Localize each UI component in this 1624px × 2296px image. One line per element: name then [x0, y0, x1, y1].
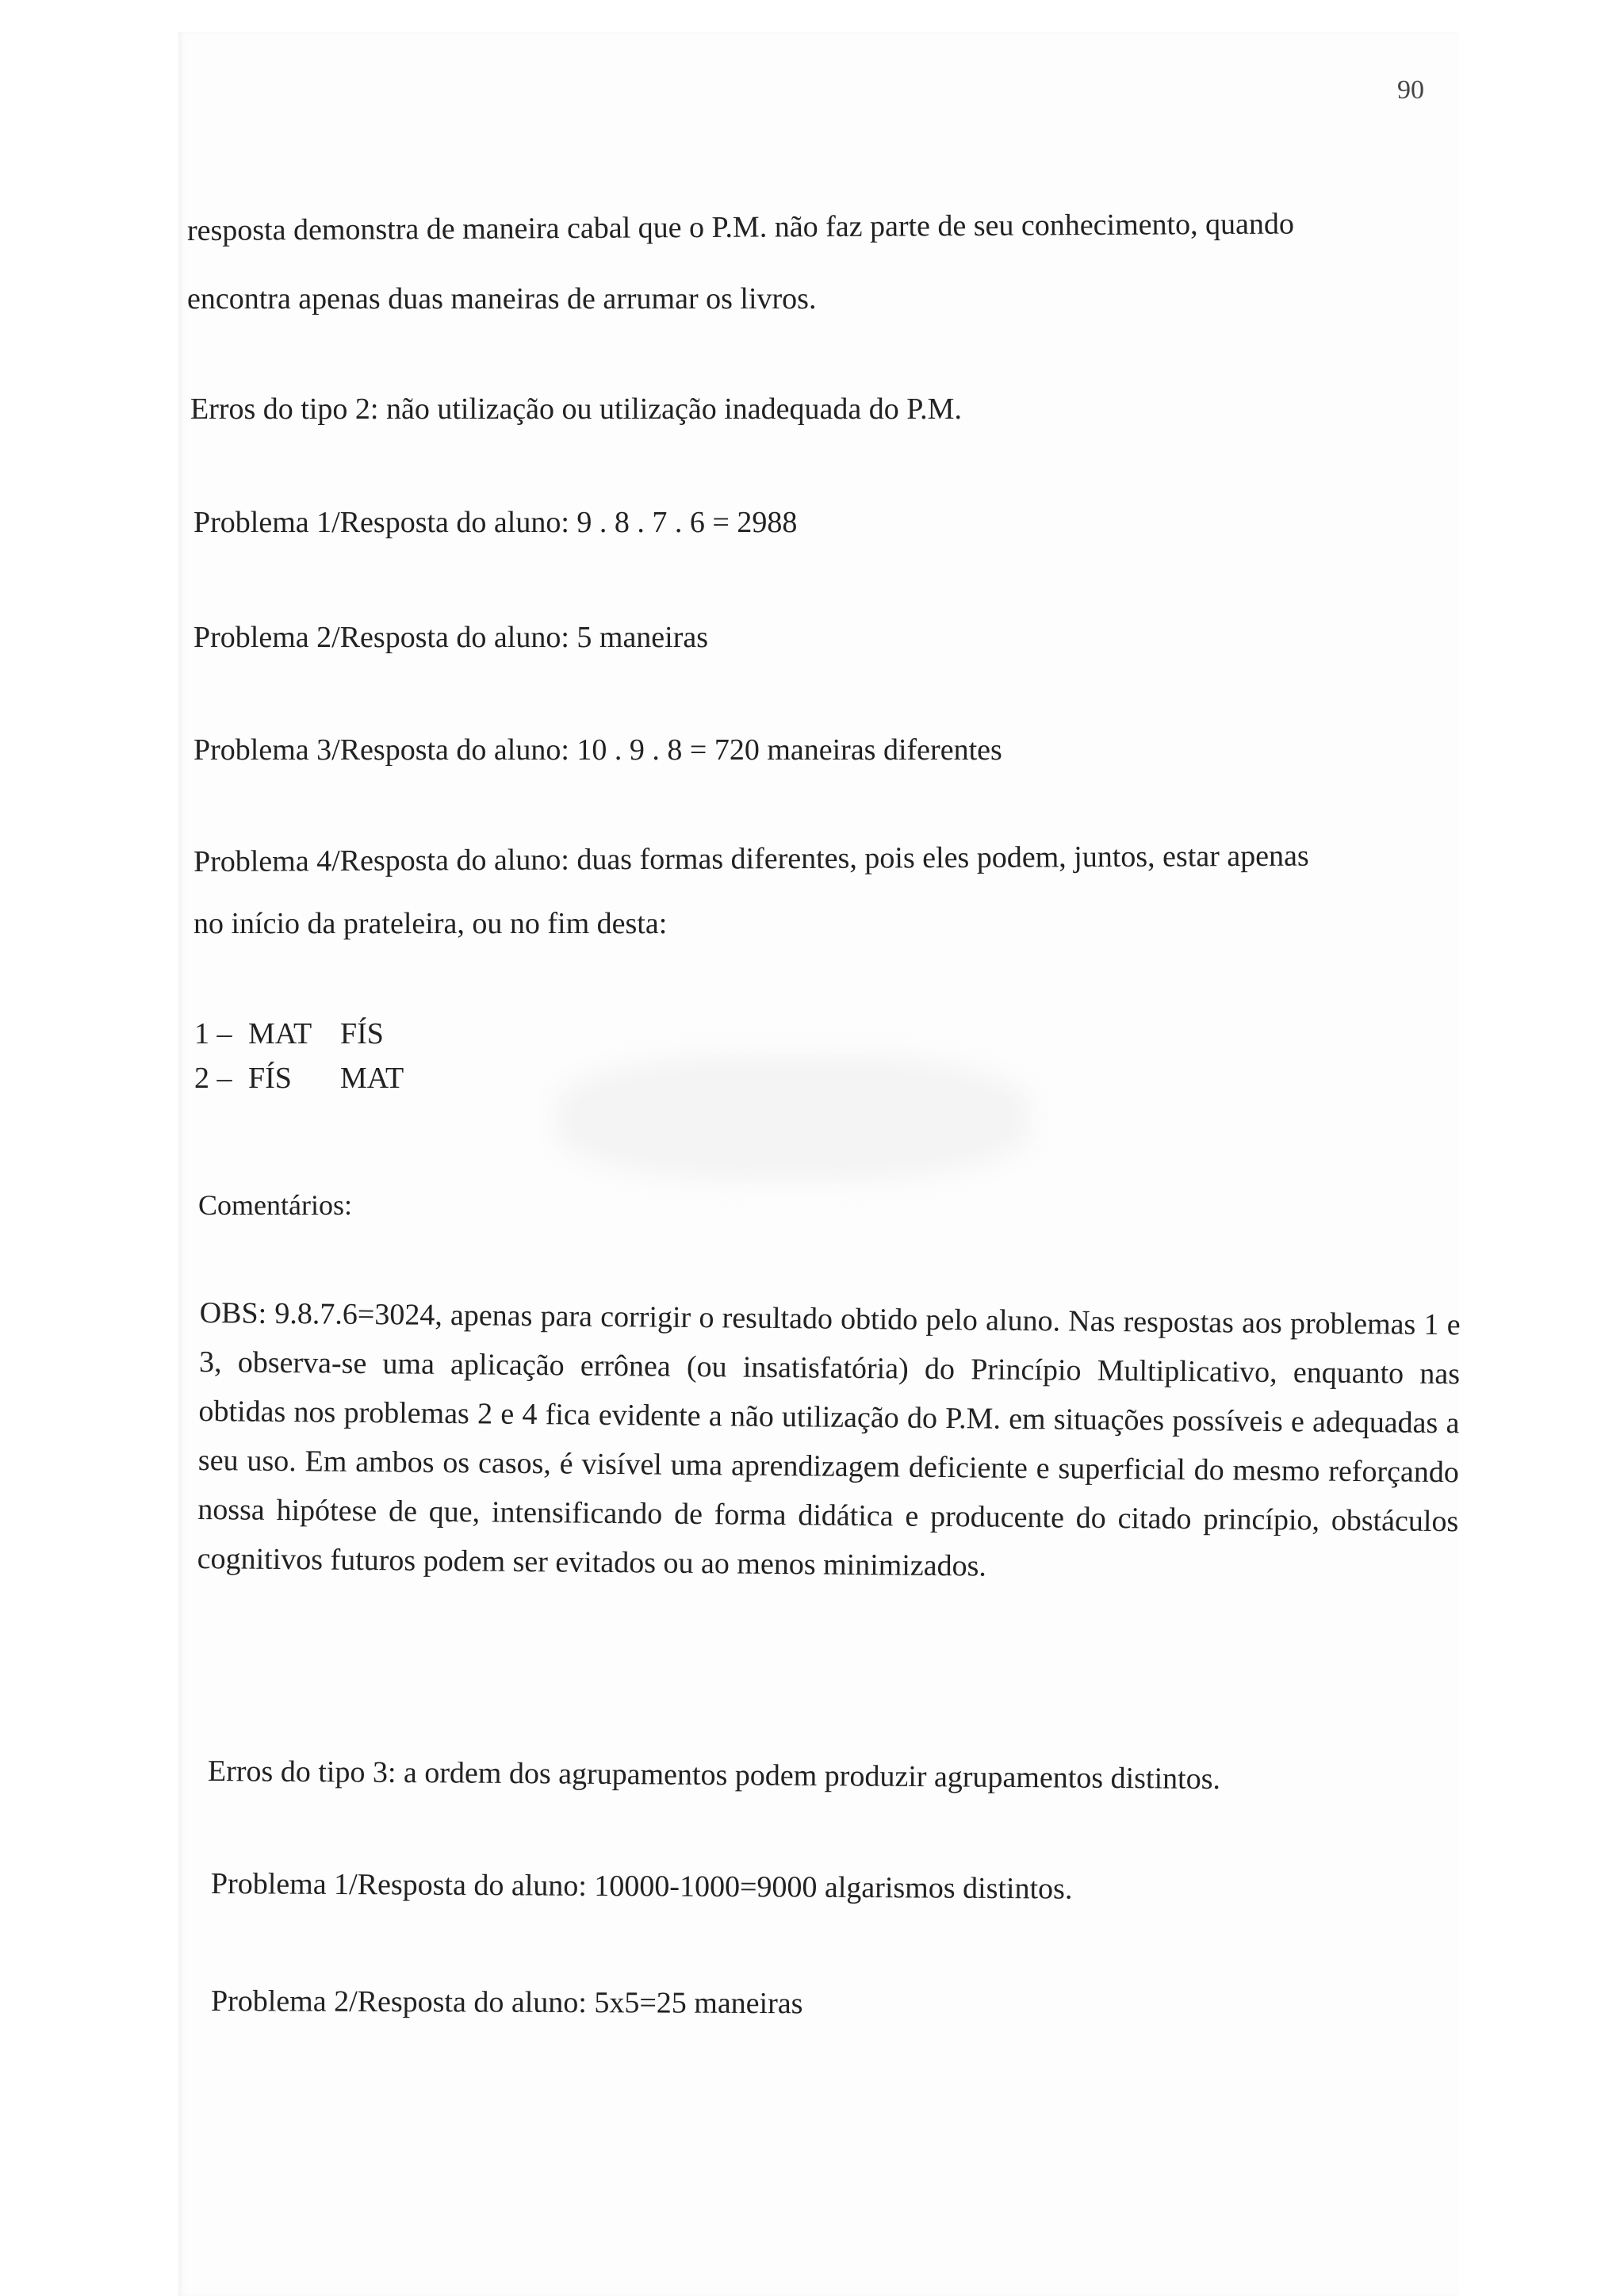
problem-answer-3: Problema 3/Resposta do aluno: 10 . 9 . 8 = 720 maneiras diferentes [193, 733, 1002, 767]
arrangement-row [194, 1056, 404, 1100]
arrangement-index: 2 – [194, 1062, 232, 1095]
scan-smudge [555, 1054, 1031, 1181]
problem-answer-4-cont: no início da prateleira, ou no fim desta: [193, 907, 668, 940]
arrangement-row [194, 1012, 404, 1056]
problem-answer-e3-1: Problema 1/Resposta do aluno: 10000-1000=9000 algarismos distintos. [210, 1867, 1073, 1906]
arrangement-first: FÍS [248, 1062, 292, 1095]
text-line: encontra apenas duas maneiras de arrumar os livros. [187, 282, 817, 316]
text-line: resposta demonstra de maneira cabal que o P.M. não faz parte de seu conhecimento, quando [186, 207, 1295, 247]
comments-heading: Comentários: [198, 1189, 352, 1221]
arrangement-second: FÍS [340, 1017, 384, 1050]
arrangement-list [194, 1012, 404, 1100]
section-heading-erros-tipo-3: Erros do tipo 3: a ordem dos agrupamentos podem produzir agrupamentos distintos. [207, 1755, 1221, 1797]
problem-answer-1: Problema 1/Resposta do aluno: 9 . 8 . 7 . 6 = 2988 [193, 506, 798, 539]
problem-answer-2: Problema 2/Resposta do aluno: 5 maneiras [193, 621, 709, 654]
problem-answer-4: Problema 4/Resposta do aluno: duas formas diferentes, pois eles podem, juntos, estar apenas [193, 839, 1309, 878]
page-number: 90 [1397, 75, 1424, 105]
problem-answer-e3-2: Problema 2/Resposta do aluno: 5x5=25 maneiras [210, 1984, 803, 2021]
arrangement-index: 1 – [194, 1017, 232, 1050]
arrangement-second: MAT [340, 1062, 404, 1095]
section-heading-erros-tipo-2: Erros do tipo 2: não utilização ou utilização inadequada do P.M. [190, 392, 962, 426]
arrangement-first: MAT [248, 1017, 312, 1050]
obs-paragraph: OBS: 9.8.7.6=3024, apenas para corrigir o resultado obtido pelo aluno. Nas respostas aos problemas 1 e 3, observa-se uma aplicação errônea (ou insatisfatória) do Princípio Multiplicativo, enquanto nas obtidas nos problemas 2 e 4 fica evidente a não utilização do P.M. em situações possíveis e adequadas a seu uso. Em ambos os casos, é visível uma aprendizagem deficiente e superficial do mesmo reforçando nossa hipótese de que, intensificando de forma didática e producente do citado princípio, obstáculos cognitivos futuros podem ser evitados ou ao menos minimizados. [197, 1295, 1461, 1583]
